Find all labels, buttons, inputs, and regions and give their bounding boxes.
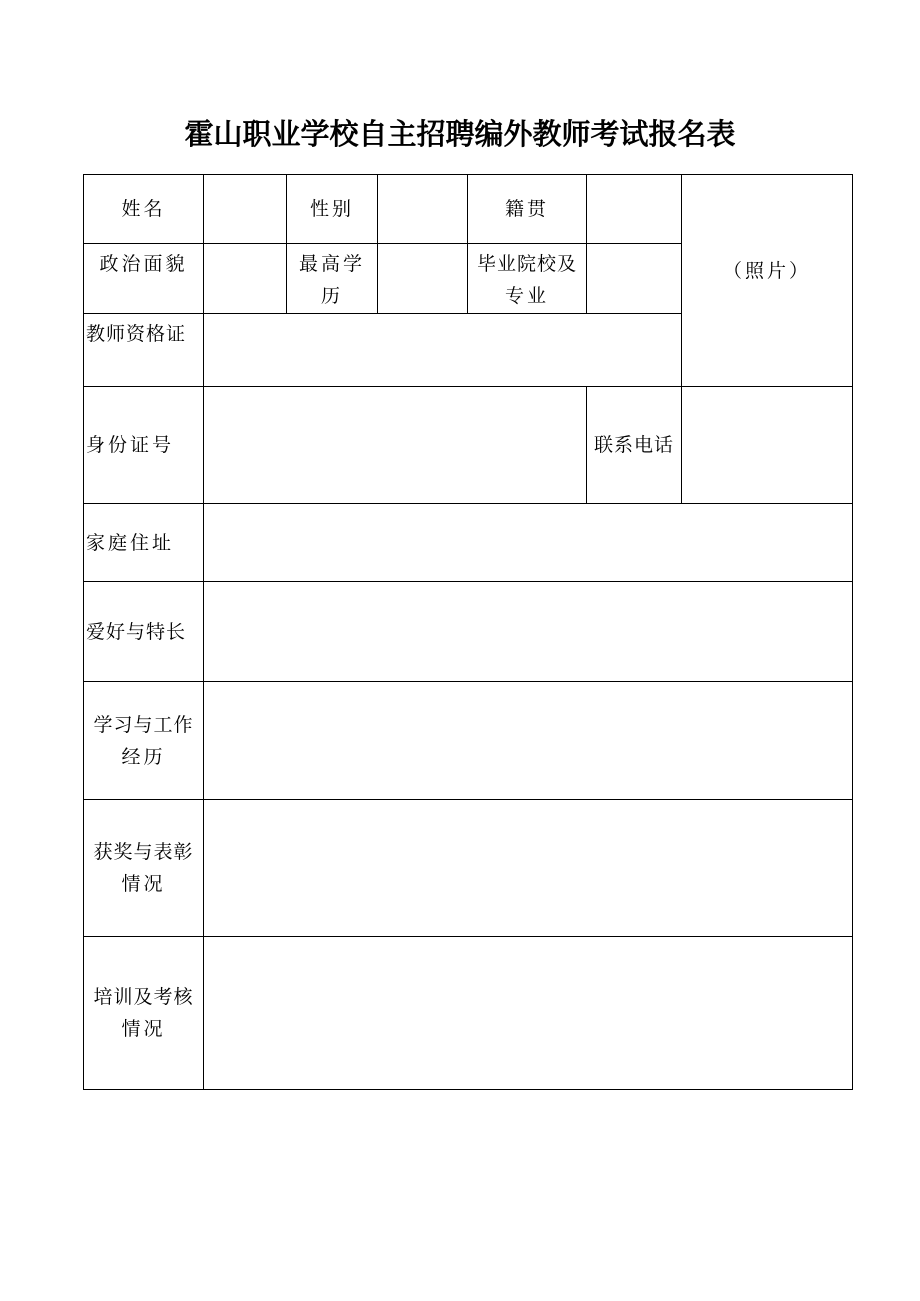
label-native-place xyxy=(468,175,587,244)
row-address xyxy=(84,504,853,582)
photo-label: （照片） xyxy=(722,259,811,282)
label-education-line1: 最高学 xyxy=(298,253,365,275)
field-education[interactable] xyxy=(378,244,468,314)
label-awards-line2: 情况 xyxy=(121,873,166,895)
label-training-line1: 培训及考核 xyxy=(93,986,194,1008)
field-native-place[interactable] xyxy=(587,175,682,244)
field-political-status[interactable] xyxy=(204,244,287,314)
label-name-text: 姓名 xyxy=(121,198,166,220)
label-teacher-cert-text: 教师资格证 xyxy=(86,323,187,345)
label-experience xyxy=(84,682,204,800)
label-experience-line1: 学习与工作 xyxy=(93,713,194,736)
field-training[interactable] xyxy=(204,937,853,1090)
label-gender-text: 性别 xyxy=(309,198,354,220)
label-school-line2: 专业 xyxy=(504,285,549,307)
label-address-text: 家庭住址 xyxy=(86,531,175,554)
label-school xyxy=(468,244,587,314)
label-political-status xyxy=(84,244,204,314)
row-awards xyxy=(84,800,853,937)
field-address[interactable] xyxy=(204,504,853,582)
label-awards xyxy=(84,800,204,937)
label-political-status-text: 政治面貌 xyxy=(99,253,188,275)
label-school-line1: 毕业院校及 xyxy=(476,253,577,275)
label-id-number-text: 身份证号 xyxy=(86,434,175,456)
label-native-place-text: 籍贯 xyxy=(504,198,549,220)
field-school[interactable] xyxy=(587,244,682,314)
row-name xyxy=(84,175,853,244)
field-id-number[interactable] xyxy=(204,387,587,504)
row-experience xyxy=(84,682,853,800)
row-id-phone xyxy=(84,387,853,504)
field-hobbies[interactable] xyxy=(204,582,853,682)
field-phone[interactable] xyxy=(682,387,853,504)
registration-form-table xyxy=(83,174,853,1090)
row-hobbies xyxy=(84,582,853,682)
label-hobbies-text: 爱好与特长 xyxy=(86,620,187,643)
field-teacher-cert[interactable] xyxy=(204,314,682,387)
label-name xyxy=(84,175,204,244)
label-education xyxy=(287,244,378,314)
label-training xyxy=(84,937,204,1090)
label-awards-line1: 获奖与表彰 xyxy=(93,841,194,863)
label-address xyxy=(84,504,204,582)
field-awards[interactable] xyxy=(204,800,853,937)
row-training xyxy=(84,937,853,1090)
label-training-line2: 情况 xyxy=(121,1018,166,1040)
label-phone-text: 联系电话 xyxy=(593,434,674,456)
label-education-line2: 历 xyxy=(320,285,343,307)
label-teacher-cert xyxy=(84,314,204,387)
field-experience[interactable] xyxy=(204,682,853,800)
label-gender xyxy=(287,175,378,244)
field-gender[interactable] xyxy=(378,175,468,244)
label-phone xyxy=(587,387,682,504)
label-id-number xyxy=(84,387,204,504)
page-title: 霍山职业学校自主招聘编外教师考试报名表 xyxy=(184,117,736,151)
photo-box[interactable] xyxy=(682,175,853,387)
label-hobbies xyxy=(84,582,204,682)
field-name[interactable] xyxy=(204,175,287,244)
label-experience-line2: 经历 xyxy=(121,745,166,768)
